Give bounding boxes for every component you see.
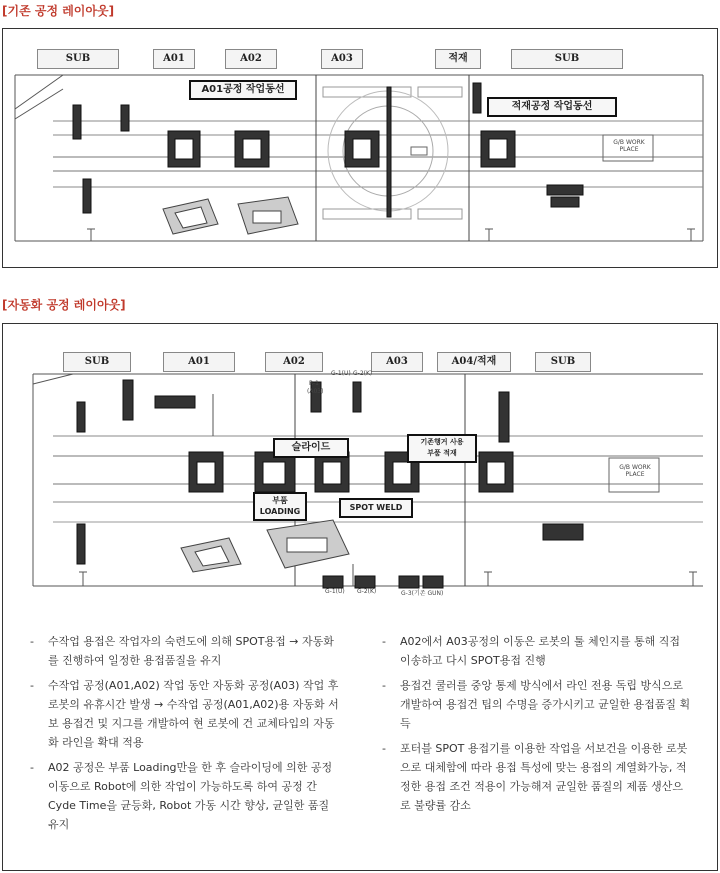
bullet-dash: - — [382, 635, 386, 648]
label-jeokjae: 적재 — [435, 49, 481, 69]
label-g1u-bottom: G-1(U) — [325, 588, 345, 595]
label-a03: A03 — [371, 352, 423, 372]
label-a02: A02 — [265, 352, 323, 372]
bullet-text: A02 공정은 부품 Loading만을 한 후 슬라이딩에 의한 공정이동으로 Robot에 의한 작업이 가능하도록 하여 공정 간 Cyde Time을 균등화, Robot 가동 시간 향상, 균일한 품질 유지 — [48, 761, 333, 831]
bullet-dash: - — [30, 635, 34, 648]
bullet-item — [382, 632, 692, 670]
label-a01: A01 — [163, 352, 235, 372]
bullet-text: 포터블 SPOT 용접기를 이용한 작업을 서보건을 이용한 로봇으로 대체함에 따라 용접 특성에 맞는 용접의 계열화가능, 적정한 용접 조건 적용이 가능해져 균일한 품질의 제품 생산으로 불량률 감소 — [400, 742, 688, 812]
bullet-item — [382, 676, 692, 733]
bullet-item — [30, 758, 340, 834]
label-g2k-top: G-2(K) — [353, 370, 373, 377]
section-title-automation-layout: [자동화 공정 레이아웃] — [2, 298, 126, 312]
callout-parts-loading — [253, 492, 307, 521]
bullet-text: 수작업 공정(A01,A02) 작업 동안 자동화 공정(A03) 작업 후 로봇의 유휴시간 발생 → 수작업 공정(A01,A02)용 자동화 서보 용접건 및 지그를 개발하여 현 로봇에 건 교체타입의 자동화 라인을 확대 적용 — [48, 679, 339, 749]
label-g2k-bottom: G-2(K) — [357, 588, 377, 595]
parts-loading-line-1: 부품 — [272, 496, 288, 505]
label-a02: A02 — [225, 49, 277, 69]
bullet-item — [30, 632, 340, 670]
bullet-text: 수작업 용접은 작업자의 숙련도에 의해 SPOT용접 → 자동화를 진행하여 일정한 용접품질을 유지 — [48, 635, 334, 667]
callout-a01-workflow: A01공정 작업동선 — [189, 80, 297, 100]
work-place-label: G/B WORK PLACE — [613, 139, 645, 153]
label-a03: A03 — [321, 49, 363, 69]
label-sub-1: SUB — [63, 352, 131, 372]
existing-layout-diagram — [2, 28, 718, 268]
label-g3-existing-gun: G-3(기존 GUN) — [401, 590, 444, 597]
bullet-dash: - — [30, 761, 34, 774]
label-r1: R-1 — [309, 380, 319, 387]
callout-slide: 슬라이드 — [273, 438, 349, 458]
label-sub-2: SUB — [511, 49, 623, 69]
hanger-line-1: 기존행거 사용 — [420, 438, 464, 446]
label-sub-2: SUB — [535, 352, 591, 372]
callout-existing-hanger — [407, 434, 477, 463]
parts-loading-line-2: LOADING — [259, 507, 301, 516]
bullet-column-right — [382, 632, 692, 821]
label-g1u-top: G-1(U) — [331, 370, 351, 377]
label-a04-jeokjae: A04/적재 — [437, 352, 511, 372]
bullet-dash: - — [382, 742, 386, 755]
bullet-text: 용접건 쿨러를 중앙 통제 방식에서 라인 전용 독립 방식으로 개발하여 용접건 팁의 수명을 증가시키고 균일한 용접품질 획득 — [400, 679, 691, 730]
bullet-item — [30, 676, 340, 752]
bullet-text: A02에서 A03공정의 이동은 로봇의 툴 체인지를 통해 직접 이송하고 다시 SPOT용접 진행 — [400, 635, 681, 667]
hanger-line-2: 부품 적재 — [427, 449, 457, 457]
bullet-item — [382, 739, 692, 815]
callout-spot-weld: SPOT WELD — [339, 498, 413, 518]
callout-jeokjae-workflow: 적재공정 작업동선 — [487, 97, 617, 117]
bullet-dash: - — [382, 679, 386, 692]
label-r1-a03: (A03) — [307, 388, 324, 395]
label-sub-1: SUB — [37, 49, 119, 69]
label-a01: A01 — [153, 49, 195, 69]
work-place-label: G/B WORK PLACE — [619, 464, 651, 478]
section-title-existing-layout: [기존 공정 레이아웃] — [2, 4, 115, 18]
bullet-column-left — [30, 632, 340, 840]
bullet-dash: - — [30, 679, 34, 692]
